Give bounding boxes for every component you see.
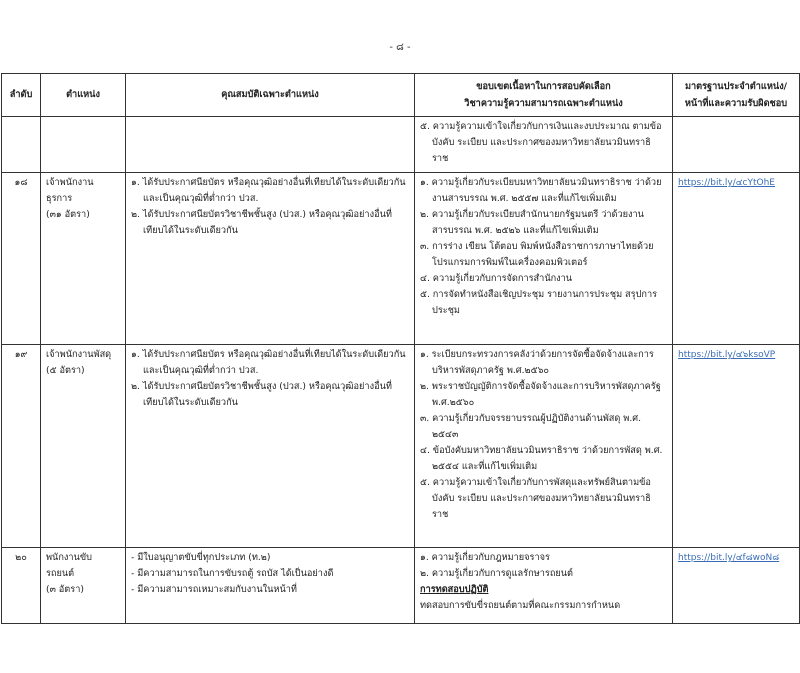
cell-order: ๑๘ [2,173,41,345]
cell-qualifications [126,117,415,173]
scope-item: ๑. ความรู้เกี่ยวกับกฎหมายจราจร [420,552,550,563]
cell-order: ๒๐ [2,548,41,624]
position-table [1,73,800,624]
position-name: พนักงานขับ [46,552,92,563]
table-row-continued [2,117,800,173]
cell-order: ๑๙ [2,345,41,548]
position-name: รถยนต์ [46,568,75,579]
scope-item: ๓. ความรู้เกี่ยวกับจรรยาบรรณผู้ปฏิบัติงานด้านพัสดุ พ.ศ. ๒๕๔๓ [420,413,642,440]
scope-item: ๓. การร่าง เขียน โต้ตอบ พิมพ์หนังสือราชการภาษาไทยด้วยโปรแกรมการพิมพ์ในเครื่องคอมพิวเตอร์ [420,241,654,268]
position-count: (๕ อัตรา) [46,365,85,376]
position-name: ธุรการ [46,193,73,204]
scope-item: ๑. ระเบียบกระทรวงการคลังว่าด้วยการจัดซื้อจัดจ้างและการบริหารพัสดุภาครัฐ พ.ศ.๒๕๖๐ [420,349,654,376]
cell-scope [415,548,673,624]
cell-order [2,117,41,173]
cell-qualifications [126,548,415,624]
qualification-item: ๒. ได้รับประกาศนียบัตรวิชาชีพชั้นสูง (ปวส.) หรือคุณวุฒิอย่างอื่นที่เทียบได้ในระดับเดียวกัน [131,381,392,408]
standard-link[interactable]: https://bit.ly/๔f๘woN๘ [678,553,780,563]
scope-item: ๒. พระราชบัญญัติการจัดซื้อจัดจ้างและการบริหารพัสดุภาครัฐ พ.ศ.๒๕๖๐ [420,381,661,408]
cell-link [673,117,800,173]
scope-item: ๕. ความรู้ความเข้าใจเกี่ยวกับการเงินและงบประมาณ ตามข้อบังคับ ระเบียบ และประกาศของมหาวิทยาลัยนวมินทราธิราช [420,121,662,164]
qualification-item: - มีความสามารถในการขับรถตู้ รถบัส ได้เป็นอย่างดี [131,568,334,579]
cell-qualifications [126,173,415,345]
cell-position [41,548,126,624]
cell-qualifications [126,345,415,548]
position-name: เจ้าพนักงานพัสดุ [46,349,112,360]
standard-link[interactable]: https://bit.ly/๔cYtOhE [678,178,775,188]
header-scope [415,74,673,117]
table-row [2,173,800,345]
table-row [2,345,800,548]
scope-item: ๕. ความรู้ความเข้าใจเกี่ยวกับการพัสดุและทรัพย์สินตามข้อบังคับ ระเบียบ และประกาศของมหาวิทยาลัยนวมินทราธิราช [420,477,651,520]
qualification-item: ๒. ได้รับประกาศนียบัตรวิชาชีพชั้นสูง (ปวส.) หรือคุณวุฒิอย่างอื่นที่เทียบได้ในระดับเดียวกัน [131,209,392,236]
scope-item: ๑. ความรู้เกี่ยวกับระเบียบมหาวิทยาลัยนวมินทราธิราช ว่าด้วยงานสารบรรณ พ.ศ. ๒๕๕๗ และที่แก้ไขเพิ่มเติม [420,177,662,204]
scope-item: ๒. ความรู้เกี่ยวกับระเบียบสำนักนายกรัฐมนตรี ว่าด้วยงานสารบรรณ พ.ศ. ๒๕๒๖ และที่แก้ไขเพิ่มเติม [420,209,644,236]
header-scope-line1: ขอบเขตเนื้อหาในการสอบคัดเลือก [476,81,611,92]
qualification-item: ๑. ได้รับประกาศนียบัตร หรือคุณวุฒิอย่างอื่นที่เทียบได้ในระดับเดียวกัน และเป็นคุณวุฒิที่ต่ำกว่า ปวส. [131,177,406,204]
scope-item: ๕. การจัดทำหนังสือเชิญประชุม รายงานการประชุม สรุปการประชุม [420,289,658,316]
qualification-item: - มีใบอนุญาตขับขี่ทุกประเภท (ท.๒) [131,552,271,563]
scope-item: ๒. ความรู้เกี่ยวกับการดูแลรักษารถยนต์ [420,568,574,579]
cell-link [673,345,800,548]
header-standard [673,74,800,117]
practical-test-heading: การทดสอบปฏิบัติ [420,584,489,595]
cell-link [673,173,800,345]
cell-position [41,117,126,173]
cell-scope [415,173,673,345]
header-standard-line1: มาตรฐานประจำตำแหน่ง/ [684,81,788,92]
header-qualifications: คุณสมบัติเฉพาะตำแหน่ง [126,74,415,117]
cell-link [673,548,800,624]
page-number: - ๘ - [389,42,411,53]
table-header-row [2,74,800,117]
cell-scope [415,117,673,173]
header-order: ลำดับ [2,74,41,117]
qualification-item: - มีความสามารถเหมาะสมกับงานในหน้าที่ [131,584,297,595]
position-count: (๓ อัตรา) [46,584,84,595]
practical-test-text: ทดสอบการขับขี่รถยนต์ตามที่คณะกรรมการกำหนด [420,600,621,611]
cell-position [41,345,126,548]
table-row [2,548,800,624]
scope-item: ๔. ความรู้เกี่ยวกับการจัดการสำนักงาน [420,273,573,284]
scope-item: ๔. ข้อบังคับมหาวิทยาลัยนวมินทราธิราช ว่าด้วยการพัสดุ พ.ศ. ๒๕๕๔ และที่แก้ไขเพิ่มเติม [420,445,663,472]
header-position: ตำแหน่ง [41,74,126,117]
header-standard-line2: หน้าที่และความรับผิดชอบ [684,98,788,109]
header-scope-line2: วิชาความรู้ความสามารถเฉพาะตำแหน่ง [464,98,623,109]
cell-scope [415,345,673,548]
position-name: เจ้าพนักงาน [46,177,94,188]
cell-position [41,173,126,345]
standard-link[interactable]: https://bit.ly/๔๖ksoVP [678,350,776,360]
position-count: (๓๑ อัตรา) [46,209,90,220]
qualification-item: ๑. ได้รับประกาศนียบัตร หรือคุณวุฒิอย่างอื่นที่เทียบได้ในระดับเดียวกัน และเป็นคุณวุฒิที่ต่ำกว่า ปวส. [131,349,406,376]
